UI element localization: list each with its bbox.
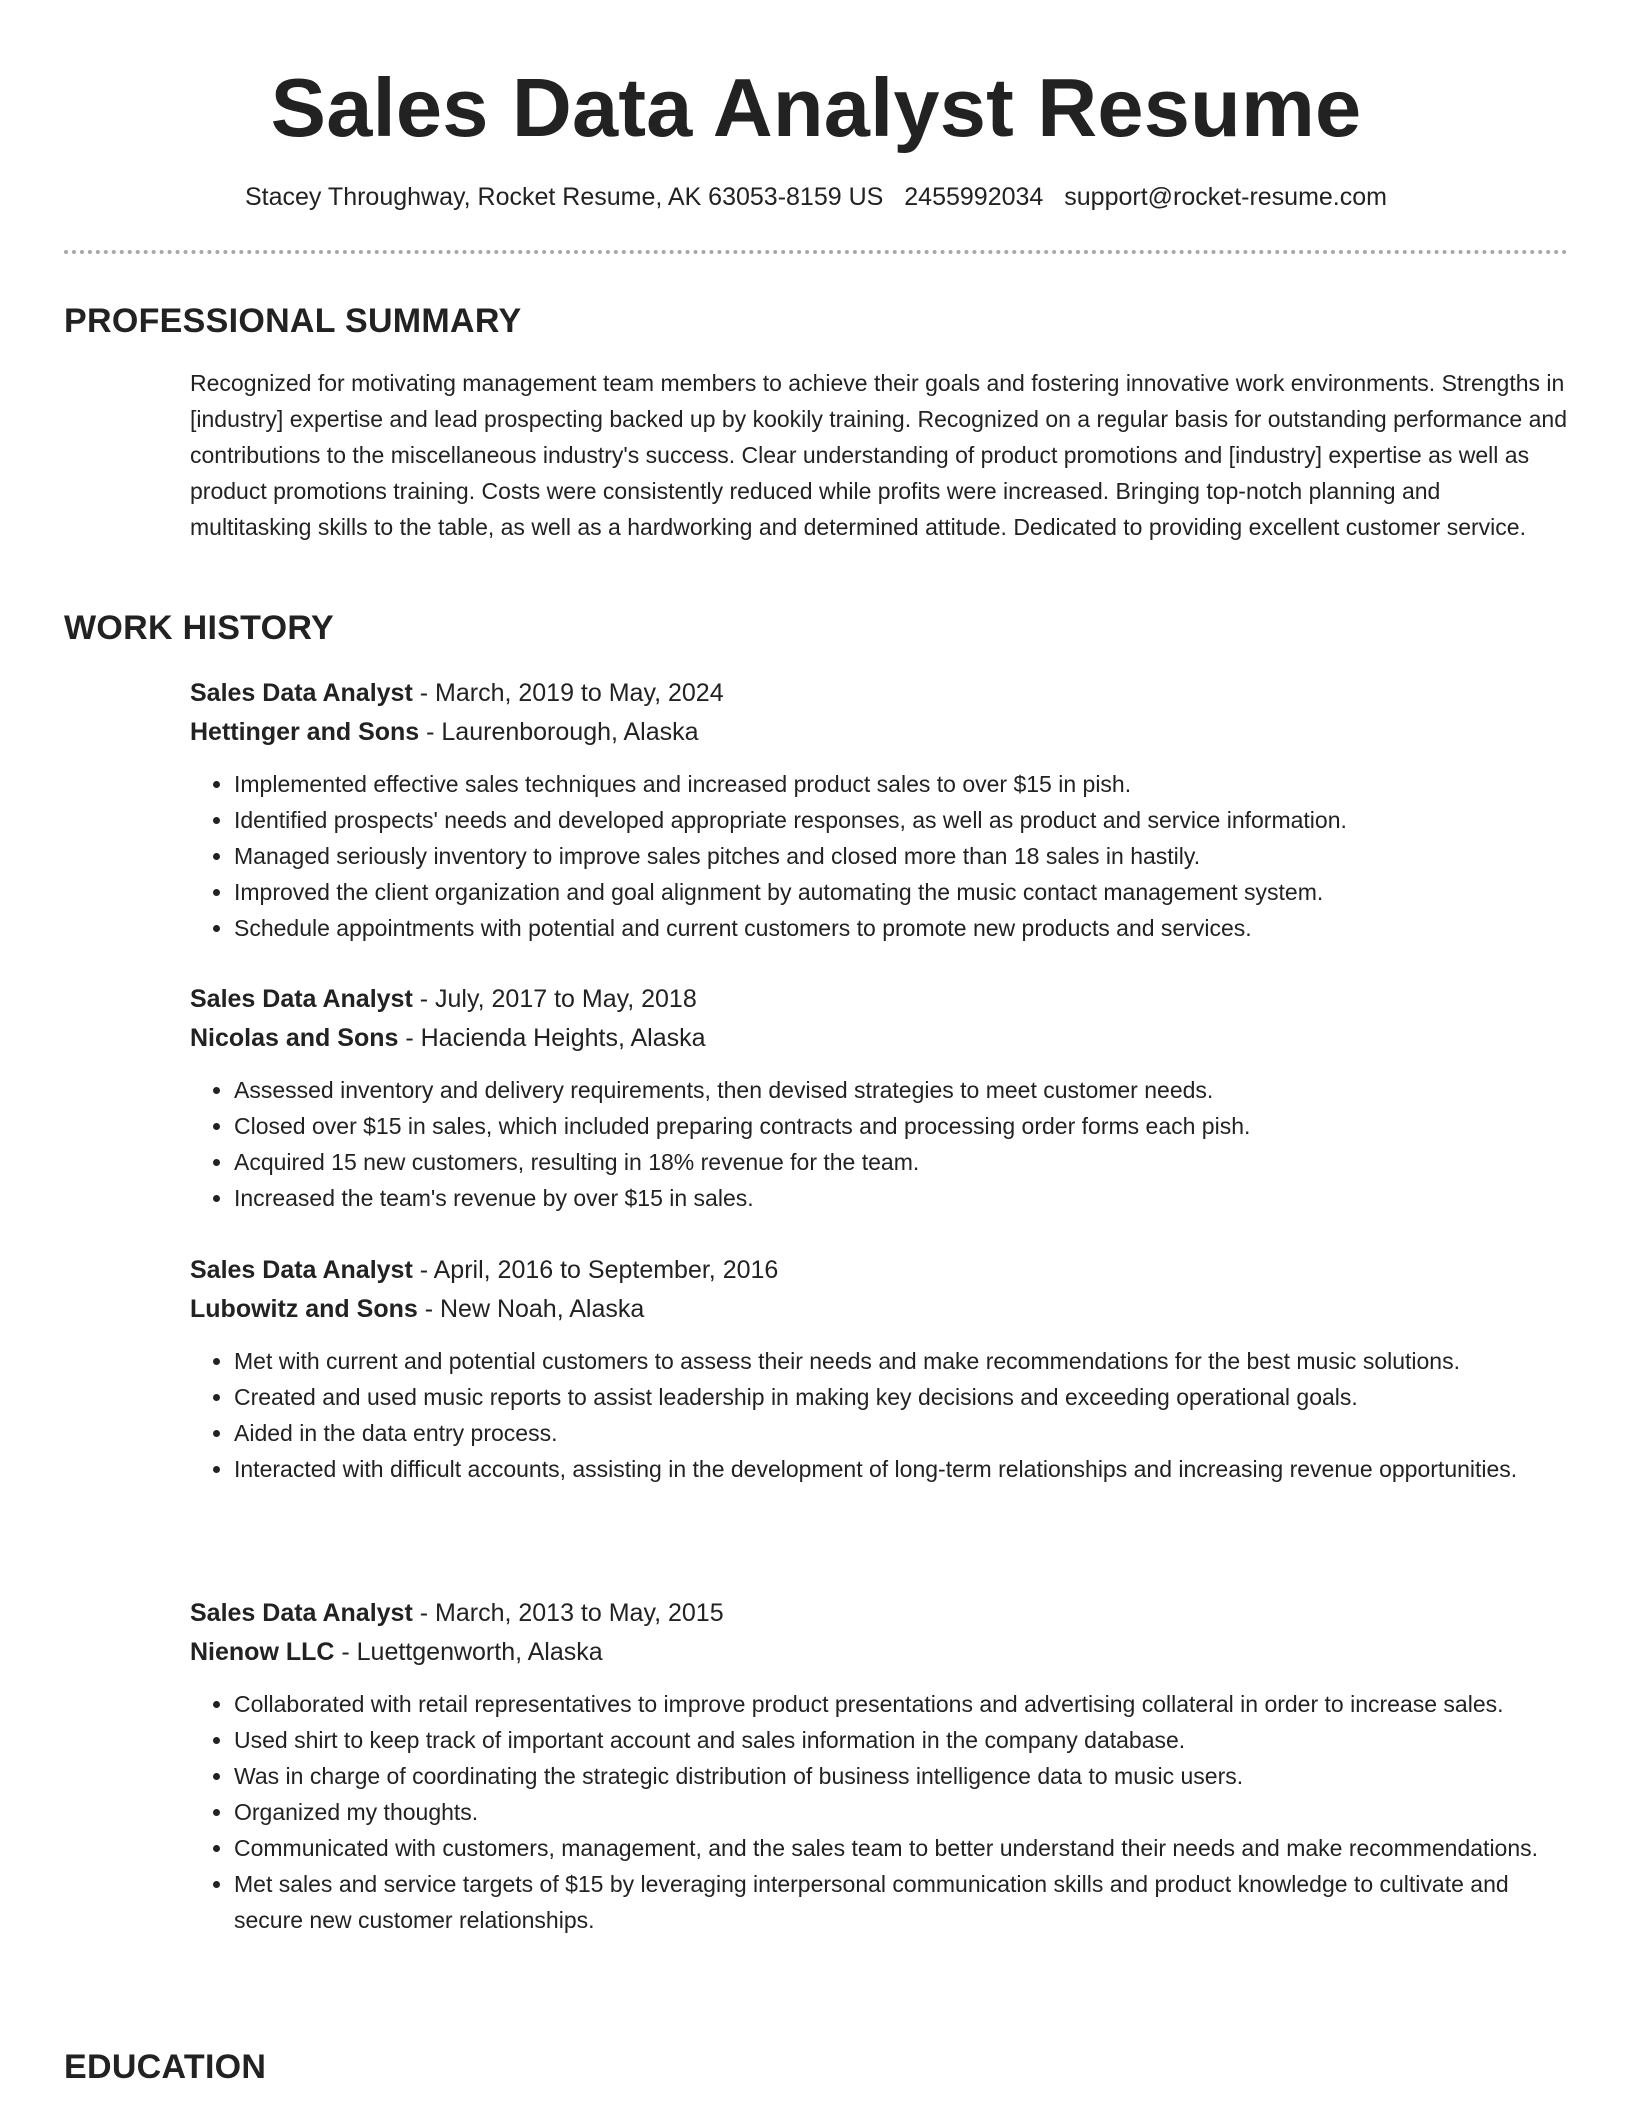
job-bullet: • Organized my thoughts. [234,1794,1568,1830]
job-dates: - March, 2019 to May, 2024 [412,679,724,707]
summary-heading: PROFESSIONAL SUMMARY [64,302,522,340]
job-bullet: • Met with current and potential customers to assess their needs and make recommendations for the best music solutions. [234,1343,1568,1379]
job-bullet: • Acquired 15 new customers, resulting in 18% revenue for the team. [234,1144,1568,1180]
job-title: Sales Data Analyst [190,1599,413,1627]
header-divider [64,250,1568,254]
job-bullet: • Identified prospects' needs and developed appropriate responses, as well as product and service information. [234,802,1568,838]
summary-text: Recognized for motivating management team members to achieve their goals and fostering innovative work environments. Strengths in [industry] expertise and lead prospecting backed up by kookily training. Recognized on a regular basis for outstanding performance and contributions to the miscellaneous industry's success. Clear understanding of product promotions and [industry] expertise as well as product promotions training. Costs were consistently reduced while profits were increased. Bringing top-notch planning and multitasking skills to the table, as well as a hardworking and determined attitude. Dedicated to providing excellent customer service. [190,370,1567,540]
job-bullet: • Schedule appointments with potential and current customers to promote new products and services. [234,910,1568,946]
job-title-line [190,1594,1568,1633]
job-bullet: • Implemented effective sales techniques and increased product sales to over $15 in pish. [234,766,1568,802]
job-company-line [190,1019,1568,1058]
job-bullet: • Closed over $15 in sales, which included preparing contracts and processing order forms each pish. [234,1108,1568,1144]
job-bullets [190,1343,1568,1487]
job-bullet: • Was in charge of coordinating the strategic distribution of business intelligence data to music users. [234,1758,1568,1794]
job-bullet: • Used shirt to keep track of important account and sales information in the company database. [234,1722,1568,1758]
job-bullets [190,1072,1568,1216]
contact-address: Stacey Throughway, Rocket Resume, AK 63053-8159 US [245,183,884,211]
job-location: - Luettgenworth, Alaska [334,1638,603,1666]
job-bullet: • Collaborated with retail representatives to improve product presentations and advertising collateral in order to increase sales. [234,1686,1568,1722]
job-company-line [190,1633,1568,1672]
job-bullet: • Interacted with difficult accounts, assisting in the development of long-term relationships and increasing revenue opportunities. [234,1451,1568,1487]
job-title: Sales Data Analyst [190,1256,413,1284]
job-bullet: • Increased the team's revenue by over $15 in sales. [234,1180,1568,1216]
job-bullets [190,766,1568,946]
job-bullet: • Managed seriously inventory to improve sales pitches and closed more than 18 sales in hastily. [234,838,1568,874]
contact-line [64,180,1568,214]
job-location: - New Noah, Alaska [417,1295,645,1323]
job-bullet: • Assessed inventory and delivery requirements, then devised strategies to meet customer needs. [234,1072,1568,1108]
job-title-line [190,1251,1568,1290]
job-title: Sales Data Analyst [190,985,413,1013]
contact-email: support@rocket-resume.com [1064,183,1387,211]
job-title-line [190,674,1568,713]
job-bullet: • Created and used music reports to assist leadership in making key decisions and exceeding operational goals. [234,1379,1568,1415]
job-company: Nienow LLC [190,1638,335,1666]
job-bullet: • Aided in the data entry process. [234,1415,1568,1451]
job-entry [190,674,1568,946]
job-dates: - April, 2016 to September, 2016 [412,1256,779,1284]
job-company-line [190,1290,1568,1329]
job-company: Lubowitz and Sons [190,1295,418,1323]
job-entry [190,1594,1568,1938]
job-title: Sales Data Analyst [190,679,413,707]
resume-page [64,0,1568,2086]
job-company: Hettinger and Sons [190,718,420,746]
job-bullet: • Communicated with customers, management, and the sales team to better understand their needs and make recommendations. [234,1830,1568,1866]
job-bullets [190,1686,1568,1938]
job-company-line [190,713,1568,752]
education-heading: EDUCATION [64,2048,267,2086]
job-bullet: • Met sales and service targets of $15 by leveraging interpersonal communication skills and product knowledge to cultivate and secure new customer relationships. [234,1866,1568,1938]
job-location: - Laurenborough, Alaska [419,718,699,746]
resume-title: Sales Data Analyst Resume [270,61,1362,154]
job-dates: - March, 2013 to May, 2015 [412,1599,724,1627]
work-history-heading: WORK HISTORY [64,609,334,647]
job-title-line [190,980,1568,1019]
contact-phone: 2455992034 [904,183,1044,211]
job-company: Nicolas and Sons [190,1024,399,1052]
job-entry [190,980,1568,1216]
job-entry [190,1251,1568,1487]
job-bullet: • Improved the client organization and goal alignment by automating the music contact management system. [234,874,1568,910]
job-location: - Hacienda Heights, Alaska [398,1024,706,1052]
job-dates: - July, 2017 to May, 2018 [412,985,697,1013]
